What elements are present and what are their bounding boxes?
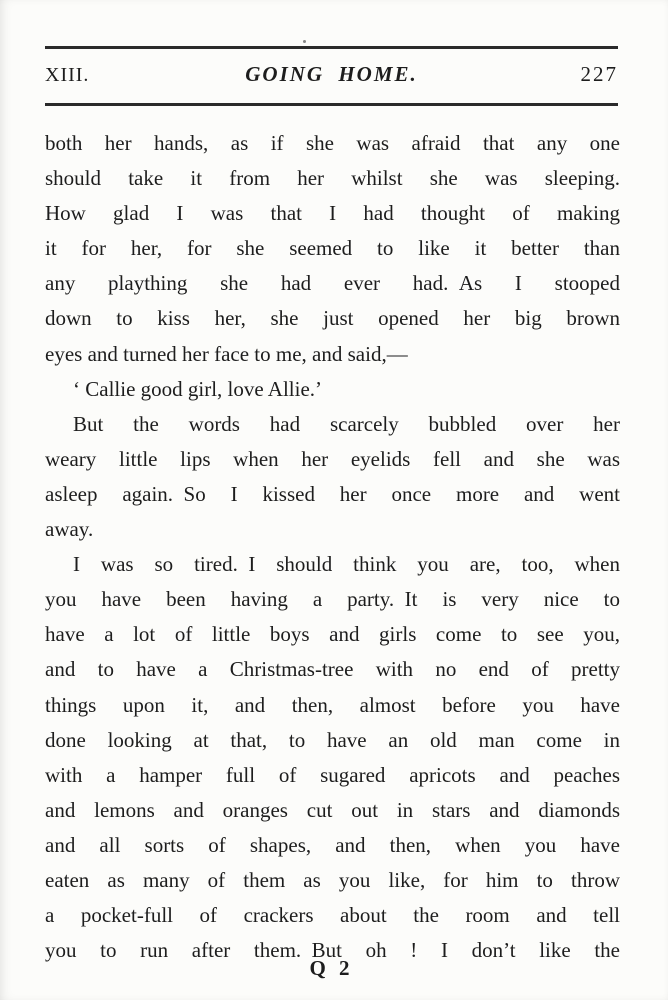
- text-line: asleep again. So I kissed her once more and went: [45, 481, 620, 506]
- signature-mark: Q 2: [309, 956, 354, 980]
- header-top-rule: [45, 46, 618, 49]
- text-line: I was so tired. I should think you are, too, when: [73, 552, 620, 577]
- text-line: eaten as many of them as you like, for him to throw: [45, 867, 620, 892]
- chapter-number: XIII.: [45, 64, 90, 86]
- text-line: should take it from her whilst she was sleeping.: [45, 166, 620, 191]
- scan-speck: [303, 40, 306, 43]
- text-line: ‘ Callie good girl, love Allie.’: [73, 376, 323, 401]
- text-line: away.: [45, 517, 94, 542]
- text-line: both her hands, as if she was afraid that any one: [45, 131, 620, 155]
- running-header: [45, 62, 618, 87]
- body-text: [45, 126, 620, 968]
- text-line: weary little lips when her eyelids fell and she was: [45, 446, 620, 471]
- page-number: 227: [580, 62, 618, 86]
- text-line: and all sorts of shapes, and then, when you have: [45, 832, 620, 857]
- running-title: GOING HOME.: [245, 62, 418, 86]
- text-line: done looking at that, to have an old man come in: [45, 727, 620, 752]
- text-line: you to run after them. But oh ! I don’t like the: [45, 938, 620, 963]
- text-line: a pocket-full of crackers about the room and tell: [45, 903, 620, 928]
- text-line: you have been having a party. It is very nice to: [45, 587, 620, 612]
- text-line: But the words had scarcely bubbled over her: [73, 411, 620, 436]
- text-line: things upon it, and then, almost before you have: [45, 692, 620, 717]
- header-bottom-rule: [45, 103, 618, 106]
- text-line: and to have a Christmas-tree with no end of pretty: [45, 657, 620, 682]
- text-line: have a lot of little boys and girls come to see you,: [45, 622, 620, 647]
- text-line: with a hamper full of sugared apricots and peaches: [45, 762, 620, 787]
- text-line: and lemons and oranges cut out in stars and diamonds: [45, 797, 620, 822]
- text-line: it for her, for she seemed to like it better than: [45, 236, 620, 261]
- text-line: eyes and turned her face to me, and said,—: [45, 341, 408, 366]
- text-line: How glad I was that I had thought of making: [45, 201, 620, 226]
- text-line: any plaything she had ever had. As I stooped: [45, 271, 620, 296]
- text-line: down to kiss her, she just opened her big brown: [45, 306, 620, 331]
